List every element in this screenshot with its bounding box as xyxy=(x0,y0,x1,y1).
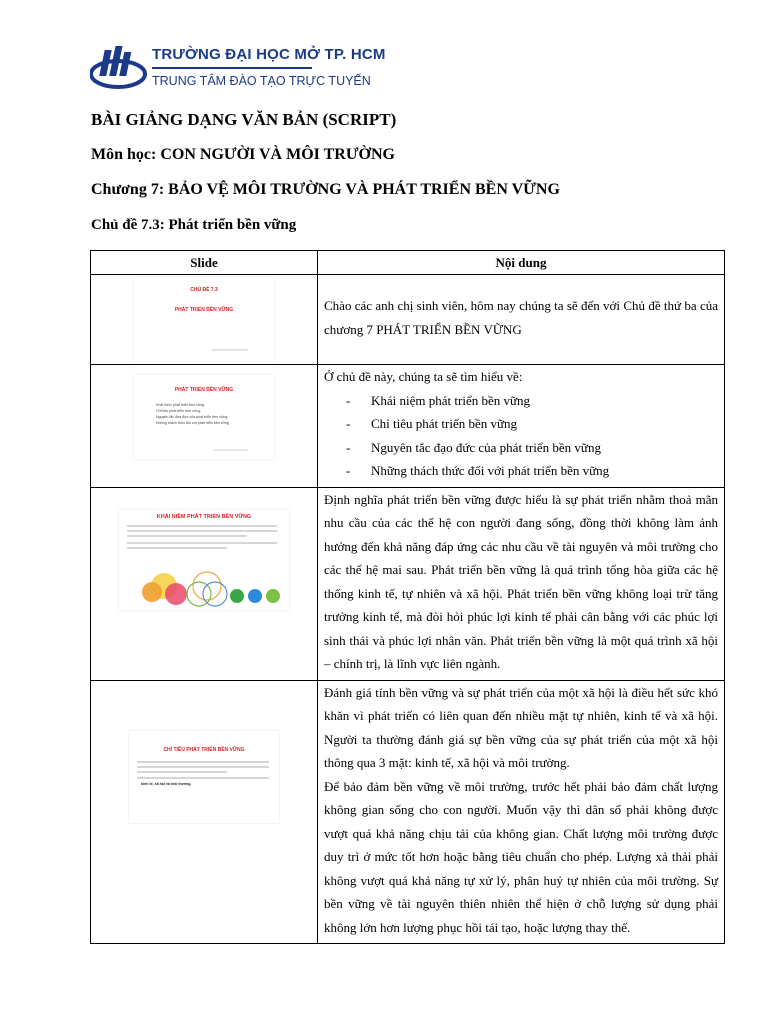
column-header-content: Nội dung xyxy=(318,251,725,275)
table-row xyxy=(91,680,725,944)
slide-cell xyxy=(91,275,318,365)
slide-thumb-bullet: Những thách thức đối với phát triển bền vững xyxy=(156,421,229,425)
logo-center-name: TRUNG TÂM ĐÀO TẠO TRỰC TUYẾN xyxy=(152,74,371,88)
script-table xyxy=(90,250,725,944)
slide-thumbnail xyxy=(134,277,274,361)
content-paragraph: Đánh giá tính bền vững và sự phát triển của một xã hội là điều hết sức khó khăn vì phát triển có liên quan đến nhiều mặt tự nhiên, kinh tế và xã hội. Người ta thường đánh giá sự bền vững của sự phát triển của một xã hội thông qua 3 mặt: kinh tế, xã hội và môi trường. xyxy=(324,684,718,770)
slide-thumbnail xyxy=(119,510,289,610)
doc-title: BÀI GIẢNG DẠNG VĂN BẢN (SCRIPT) xyxy=(91,110,397,129)
table-row xyxy=(91,275,725,365)
list-item: - Chỉ tiêu phát triển bền vững xyxy=(346,412,718,436)
slide-thumb-title: CHỦ ĐỀ 7.3 xyxy=(190,287,218,293)
content-intro: Ở chủ đề này, chúng ta sẽ tìm hiểu về: xyxy=(324,369,523,384)
subject-heading: Môn học: CON NGƯỜI VÀ MÔI TRƯỜNG xyxy=(91,146,395,163)
list-item: - Nguyên tắc đạo đức của phát triển bền vững xyxy=(346,436,718,460)
content-text: Chào các anh chị sinh viên, hôm nay chúng ta sẽ đến với Chủ đề thứ ba của chương 7 PHÁT TRIỂN BỀN VỮNG xyxy=(324,298,718,337)
content-text: Định nghĩa phát triển bền vững được hiểu là sự phát triển nhằm thoả mãn nhu cầu của các thế hệ con người đang sống, đồng thời không làm ảnh hưởng đến khả năng đáp ứng các nhu cầu về tài nguyên và môi trường cho các thế hệ mai sau. Phát triển bền vững là quá trình tổng hòa giữa các hệ thống kinh tế, tự nhiên và xã hội. Phát triển bền vững không loại trừ tăng trưởng kinh tế, mà đòi hỏi phúc lợi kinh tế phải cân bằng với các phúc lợi sinh thái và phúc lợi nhân văn. Phát triển bền vững là một quá trình xã hội – chính trị, là lĩnh vực liên ngành. xyxy=(324,491,718,671)
venn-diagram-icon xyxy=(119,552,289,612)
table-row xyxy=(91,365,725,488)
logo-emblem-icon xyxy=(90,44,150,94)
slide-thumbnail xyxy=(129,731,279,823)
chapter-heading: Chương 7: BẢO VỆ MÔI TRƯỜNG VÀ PHÁT TRIỂN BỀN VỮNG xyxy=(91,181,560,198)
slide-thumb-emphasis: kinh tế, xã hội và môi trường. xyxy=(141,781,192,786)
slide-thumb-subtitle: PHÁT TRIỂN BỀN VỮNG xyxy=(174,307,234,313)
university-logo xyxy=(90,40,386,102)
content-cell xyxy=(318,365,725,488)
logo-divider xyxy=(152,67,312,70)
logo-university-name: TRƯỜNG ĐẠI HỌC MỞ TP. HCM xyxy=(152,46,386,63)
slide-cell xyxy=(91,365,318,488)
slide-cell xyxy=(91,680,318,944)
slide-thumb-bullet: Nguyên tắc đạo đức của phát triển bền vững xyxy=(156,415,228,419)
topic-heading: Chủ đề 7.3: Phát triển bền vững xyxy=(91,217,297,233)
slide-thumbnail xyxy=(134,375,274,459)
content-cell xyxy=(318,487,725,680)
slide-thumb-title: KHÁI NIỆM PHÁT TRIỂN BỀN VỮNG xyxy=(156,513,252,520)
table-row xyxy=(91,487,725,680)
topic-list xyxy=(324,389,718,483)
slide-thumb-title: CHỈ TIÊU PHÁT TRIỂN BỀN VỮNG xyxy=(163,746,245,753)
content-cell xyxy=(318,275,725,365)
slide-thumb-title: PHÁT TRIỂN BỀN VỮNG xyxy=(174,387,234,393)
slide-thumb-bullet: Chỉ tiêu phát triển bền vững xyxy=(156,409,201,413)
slide-thumb-bullet: Khái niệm phát triển bền vững xyxy=(156,403,205,407)
list-item: - Những thách thức đối với phát triển bền vững xyxy=(346,459,718,483)
slide-cell xyxy=(91,487,318,680)
column-header-slide: Slide xyxy=(91,251,318,275)
content-paragraph: Để bảo đảm bền vững về môi trường, trước hết phải bảo đảm chất lượng không gian sống cho con người. Muốn vậy thì dân số phải không được vượt quá khả năng chịu tải của không gian. Chất lượng môi trường được duy trì ở mức tốt hơn hoặc bằng tiêu chuẩn cho phép. Lượng xả thải phải không vượt quá khả năng tự xử lý, phân huỷ tự nhiên của môi trường. Sự bền vững về tài nguyên thiên nhiên thể hiện ở chỗ lượng sử dụng phải không lớn hơn lượng phục hồi tái tạo, hoặc lượng thay thế. xyxy=(324,778,718,935)
content-cell xyxy=(318,680,725,944)
list-item: - Khái niệm phát triển bền vững xyxy=(346,389,718,413)
